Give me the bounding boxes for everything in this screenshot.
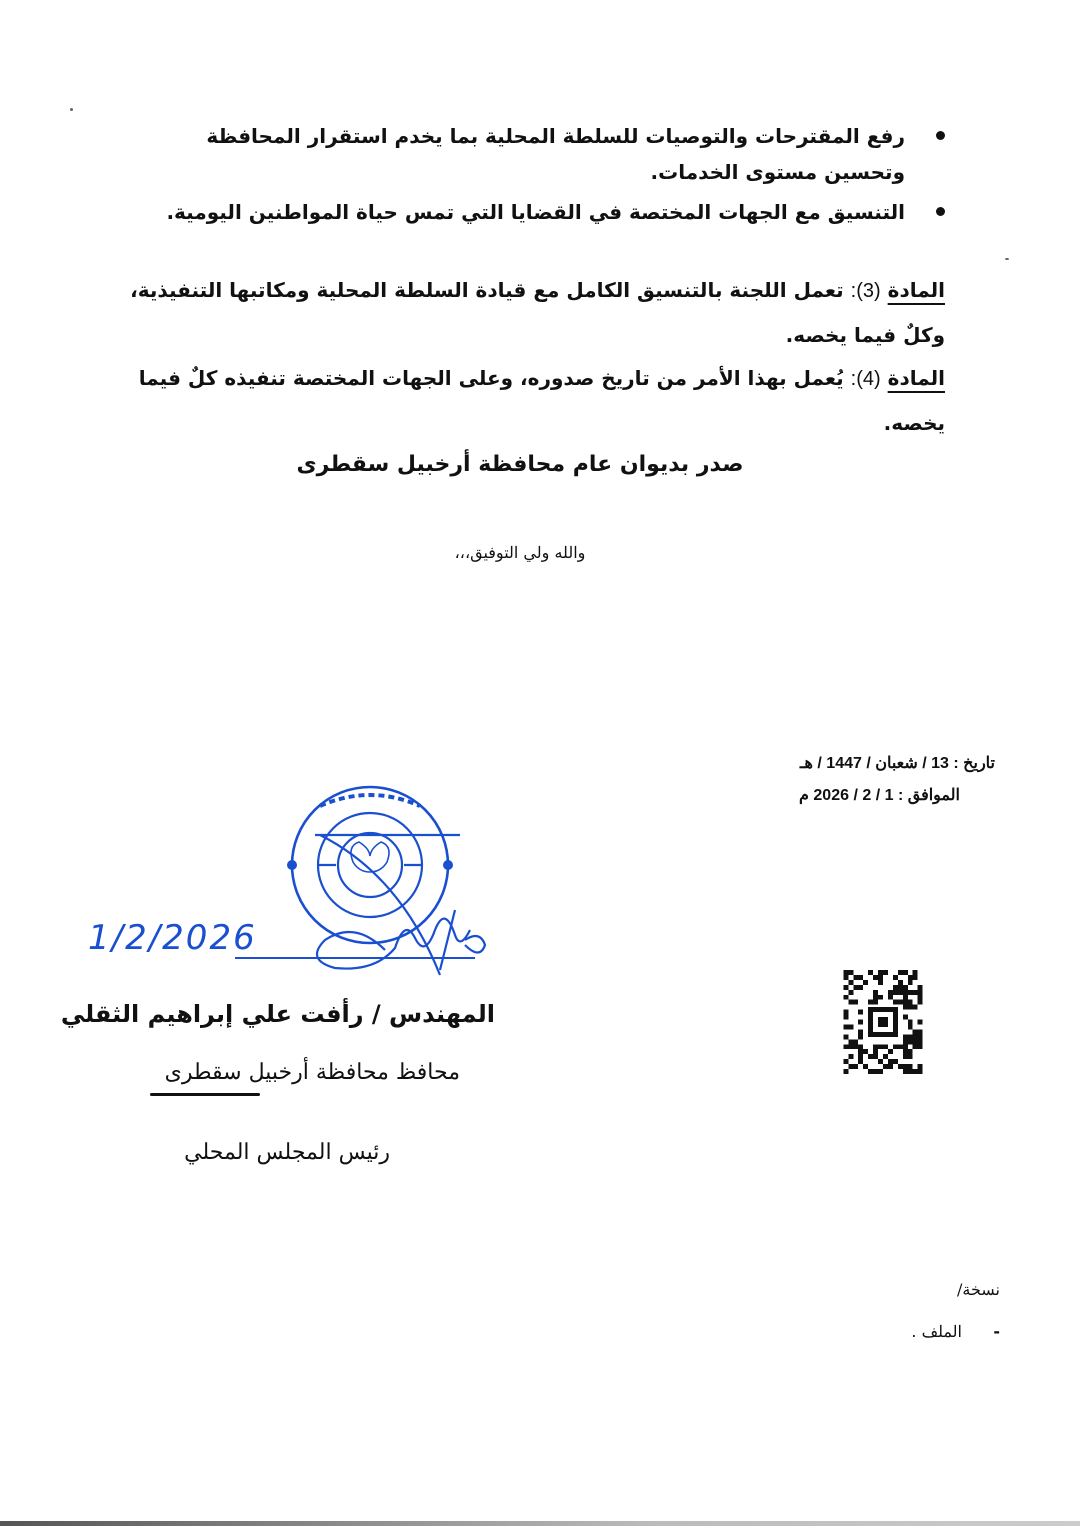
qr-cell bbox=[893, 985, 898, 990]
qr-cell bbox=[843, 1059, 848, 1064]
qr-cell bbox=[853, 1044, 858, 1049]
qr-cell bbox=[843, 985, 848, 990]
qr-cell bbox=[848, 1000, 853, 1005]
qr-cell bbox=[853, 985, 858, 990]
article-text: يُعمل بهذا الأمر من تاريخ صدوره، وعلى الجهات المختصة تنفيذه كلٌ فيما يخصه. bbox=[138, 366, 945, 435]
qr-cell bbox=[918, 1064, 923, 1069]
qr-cell bbox=[903, 1064, 908, 1069]
qr-cell bbox=[853, 1000, 858, 1005]
qr-cell bbox=[903, 985, 908, 990]
qr-cell bbox=[898, 985, 903, 990]
qr-cell bbox=[898, 990, 903, 995]
qr-cell bbox=[893, 990, 898, 995]
qr-cell bbox=[913, 975, 918, 980]
hijri-value: : 13 / شعبان / 1447 / هـ bbox=[799, 755, 964, 772]
qr-cell bbox=[878, 995, 883, 1000]
qr-cell bbox=[853, 1064, 858, 1069]
closing-phrase: والله ولي التوفيق،،، bbox=[454, 543, 586, 562]
qr-cell bbox=[908, 1049, 913, 1054]
qr-cell bbox=[888, 1064, 893, 1069]
qr-cell bbox=[913, 1034, 918, 1039]
qr-cell bbox=[913, 1039, 918, 1044]
list-dash-icon: - bbox=[993, 1322, 1000, 1341]
qr-cell bbox=[913, 1029, 918, 1034]
qr-cell bbox=[843, 1069, 848, 1074]
qr-cell bbox=[848, 980, 853, 985]
bullet-item bbox=[155, 118, 955, 190]
qr-cell bbox=[858, 1059, 863, 1064]
qr-cell bbox=[868, 970, 873, 975]
qr-cell bbox=[913, 1005, 918, 1010]
qr-cell bbox=[848, 1044, 853, 1049]
copy-item-file: الملف . bbox=[911, 1322, 962, 1341]
article-label: المادة bbox=[887, 366, 945, 390]
signatory-title-governor: محافظ محافظة أرخبيل سقطرى bbox=[164, 1060, 460, 1085]
qr-cell bbox=[898, 1000, 903, 1005]
qr-cell bbox=[898, 1044, 903, 1049]
issued-at-heading: صدر بديوان عام محافظة أرخبيل سقطرى bbox=[296, 452, 744, 477]
qr-cell bbox=[858, 1020, 863, 1025]
qr-cell bbox=[918, 1039, 923, 1044]
qr-cell bbox=[883, 1054, 888, 1059]
qr-cell bbox=[903, 1034, 908, 1039]
bullet-text: التنسيق مع الجهات المختصة في القضايا التي تمس حياة المواطنين اليومية. bbox=[166, 200, 905, 224]
qr-cell bbox=[913, 990, 918, 995]
qr-cell bbox=[843, 970, 848, 975]
copy-to-label: نسخة/ bbox=[956, 1280, 1000, 1299]
qr-cell bbox=[903, 1039, 908, 1044]
qr-cell bbox=[853, 975, 858, 980]
bullet-dot-icon bbox=[936, 207, 945, 216]
title-flourish bbox=[150, 1093, 260, 1096]
qr-cell bbox=[868, 1069, 873, 1074]
qr-cell bbox=[898, 1064, 903, 1069]
qr-cell bbox=[913, 1044, 918, 1049]
qr-cell bbox=[918, 1069, 923, 1074]
scan-speck bbox=[70, 108, 73, 111]
qr-cell bbox=[873, 995, 878, 1000]
qr-cell bbox=[858, 1029, 863, 1034]
qr-cell bbox=[863, 1049, 868, 1054]
signatory-name: المهندس / رأفت علي إبراهيم الثقلي bbox=[60, 1000, 495, 1028]
qr-cell bbox=[898, 970, 903, 975]
qr-cell bbox=[903, 990, 908, 995]
hijri-date bbox=[799, 748, 995, 780]
qr-cell bbox=[903, 1005, 908, 1010]
qr-cell bbox=[848, 990, 853, 995]
qr-cell bbox=[918, 985, 923, 990]
qr-cell bbox=[858, 1049, 863, 1054]
qr-cell bbox=[888, 1059, 893, 1064]
qr-cell bbox=[903, 1000, 908, 1005]
qr-cell bbox=[878, 1044, 883, 1049]
qr-cell bbox=[843, 1010, 848, 1015]
qr-cell bbox=[843, 1015, 848, 1020]
qr-cell bbox=[853, 1039, 858, 1044]
qr-cell bbox=[893, 1059, 898, 1064]
qr-cell bbox=[908, 1024, 913, 1029]
qr-cell bbox=[873, 1069, 878, 1074]
article-number: (3): bbox=[850, 280, 881, 302]
qr-cell bbox=[908, 980, 913, 985]
qr-cell bbox=[843, 1044, 848, 1049]
article-number: (4): bbox=[850, 368, 881, 390]
qr-cell bbox=[888, 990, 893, 995]
qr-cell bbox=[918, 1034, 923, 1039]
qr-cell bbox=[868, 1054, 873, 1059]
qr-cell bbox=[893, 1044, 898, 1049]
bullet-item bbox=[155, 194, 955, 230]
qr-cell bbox=[908, 1020, 913, 1025]
qr-cell bbox=[873, 990, 878, 995]
qr-cell bbox=[918, 1044, 923, 1049]
qr-cell bbox=[848, 1064, 853, 1069]
gregorian-date bbox=[799, 780, 995, 812]
qr-cell bbox=[913, 970, 918, 975]
qr-cell bbox=[903, 1049, 908, 1054]
qr-cell bbox=[858, 985, 863, 990]
qr-cell bbox=[848, 1054, 853, 1059]
qr-cell bbox=[893, 1000, 898, 1005]
qr-cell bbox=[893, 975, 898, 980]
qr-cell bbox=[878, 1059, 883, 1064]
qr-cell bbox=[883, 1064, 888, 1069]
handwritten-date: 1/2/2026 bbox=[88, 918, 257, 958]
qr-cell bbox=[878, 1069, 883, 1074]
qr-code-icon bbox=[843, 970, 923, 1074]
qr-cell bbox=[843, 975, 848, 980]
qr-cell bbox=[918, 1029, 923, 1034]
qr-cell bbox=[918, 1020, 923, 1025]
qr-cell bbox=[908, 1064, 913, 1069]
qr-cell bbox=[918, 990, 923, 995]
bullet-list bbox=[155, 118, 955, 234]
qr-cell bbox=[908, 1000, 913, 1005]
qr-cell bbox=[878, 980, 883, 985]
qr-cell bbox=[878, 975, 883, 980]
qr-cell bbox=[863, 980, 868, 985]
qr-cell bbox=[903, 1069, 908, 1074]
qr-cell bbox=[903, 1054, 908, 1059]
qr-cell bbox=[898, 980, 903, 985]
qr-cell bbox=[918, 1000, 923, 1005]
stamp-icon bbox=[292, 787, 448, 943]
qr-cell bbox=[848, 1024, 853, 1029]
qr-cell bbox=[858, 1034, 863, 1039]
qr-cell bbox=[858, 975, 863, 980]
qr-cell bbox=[873, 975, 878, 980]
article-3 bbox=[110, 268, 945, 357]
article-4 bbox=[110, 356, 945, 445]
qr-cell bbox=[903, 970, 908, 975]
qr-cell bbox=[843, 995, 848, 1000]
article-text: تعمل اللجنة بالتنسيق الكامل مع قيادة السلطة المحلية ومكاتبها التنفيذية، وكلٌ فيما يخصه. bbox=[130, 278, 945, 347]
qr-cell bbox=[908, 1054, 913, 1059]
gregorian-label: الموافق bbox=[907, 787, 960, 804]
qr-cell bbox=[848, 970, 853, 975]
gregorian-value: : 1 / 2 / 2026 م bbox=[799, 787, 908, 804]
qr-cell bbox=[873, 1000, 878, 1005]
date-block bbox=[799, 748, 995, 812]
qr-cell bbox=[908, 1039, 913, 1044]
signatory-title-council: رئيس المجلس المحلي bbox=[184, 1140, 390, 1165]
qr-cell bbox=[883, 970, 888, 975]
qr-cell bbox=[858, 1044, 863, 1049]
qr-cell bbox=[908, 975, 913, 980]
qr-cell bbox=[868, 1000, 873, 1005]
scan-edge-strip bbox=[0, 1521, 1080, 1526]
qr-cell bbox=[903, 1015, 908, 1020]
qr-cell bbox=[843, 1034, 848, 1039]
qr-cell bbox=[903, 995, 908, 1000]
qr-cell bbox=[873, 1049, 878, 1054]
qr-cell bbox=[878, 970, 883, 975]
qr-cell bbox=[918, 995, 923, 1000]
qr-cell bbox=[888, 995, 893, 1000]
qr-cell bbox=[908, 1069, 913, 1074]
scan-speck bbox=[1005, 258, 1009, 260]
qr-cell bbox=[858, 1010, 863, 1015]
hijri-label: تاريخ bbox=[963, 755, 995, 772]
qr-cell bbox=[913, 1069, 918, 1074]
bullet-dot-icon bbox=[936, 131, 945, 140]
qr-cell bbox=[883, 1044, 888, 1049]
article-label: المادة bbox=[887, 278, 945, 302]
qr-cell bbox=[848, 1039, 853, 1044]
official-stamp-and-signature bbox=[235, 770, 515, 990]
qr-cell bbox=[873, 1044, 878, 1049]
qr-cell bbox=[908, 990, 913, 995]
qr-cell bbox=[888, 1049, 893, 1054]
qr-cell bbox=[908, 1005, 913, 1010]
qr-cell bbox=[873, 1054, 878, 1059]
qr-cell bbox=[858, 1054, 863, 1059]
qr-cell bbox=[903, 1044, 908, 1049]
bullet-text: رفع المقترحات والتوصيات للسلطة المحلية بما يخدم استقرار المحافظة وتحسين مستوى الخدمات. bbox=[206, 124, 905, 184]
qr-cell bbox=[908, 1034, 913, 1039]
qr-cell bbox=[843, 1024, 848, 1029]
qr-cell bbox=[863, 1064, 868, 1069]
